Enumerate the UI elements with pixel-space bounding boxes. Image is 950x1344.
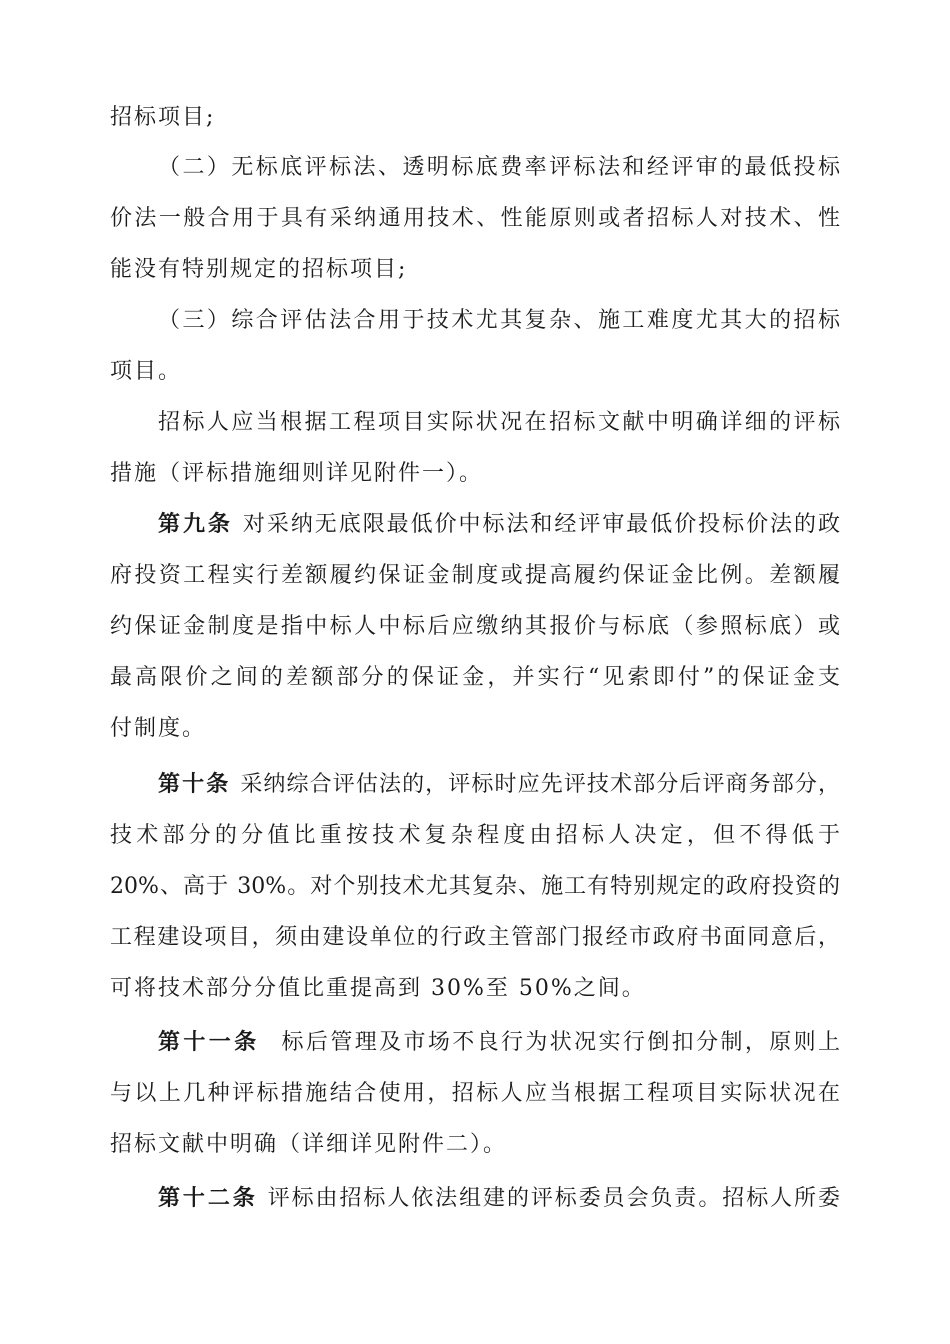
text-line: 技术部分的分值比重按技术复杂程度由招标人决定，但不得低于 bbox=[110, 823, 840, 848]
text-line: 工程建设项目，须由建设单位的行政主管部门报经市政府书面同意后， bbox=[110, 925, 840, 950]
article-10-first-line: 第十条 采纳综合评估法的，评标时应先评技术部分后评商务部分， bbox=[158, 772, 840, 797]
text-line: 最高限价之间的差额部分的保证金，并实行“见索即付”的保证金支 bbox=[110, 665, 840, 690]
article-9-title: 第九条 bbox=[158, 512, 233, 537]
text-line: 20%、高于 30%。对个别技术尤其复杂、施工有特别规定的政府投资的 bbox=[110, 874, 840, 899]
text-line: 措施（评标措施细则详见附件一）。 bbox=[110, 461, 484, 486]
article-12-first-line: 第十二条 评标由招标人依法组建的评标委员会负责。招标人所委 bbox=[158, 1186, 840, 1211]
article-12-title: 第十二条 bbox=[158, 1186, 258, 1211]
text-line: 可将技术部分分值比重提高到 30%至 50%之间。 bbox=[110, 976, 646, 1001]
article-9-first-line: 第九条 对采纳无底限最低价中标法和经评审最低价投标价法的政 bbox=[158, 512, 840, 537]
text-line: 招标文献中明确（详细详见附件二）。 bbox=[110, 1132, 508, 1157]
text-line: 与以上几种评标措施结合使用，招标人应当根据工程项目实际状况在 bbox=[110, 1081, 840, 1106]
article-11-title: 第十一条 bbox=[158, 1030, 260, 1055]
text-line: （二）无标底评标法、透明标底费率评标法和经评审的最低投标 bbox=[158, 155, 840, 180]
text-line: （三）综合评估法合用于技术尤其复杂、施工难度尤其大的招标 bbox=[158, 308, 840, 333]
article-10-title: 第十条 bbox=[158, 772, 231, 797]
text-line: 价法一般合用于具有采纳通用技术、性能原则或者招标人对技术、性 bbox=[110, 206, 840, 231]
text-line: 招标项目; bbox=[110, 105, 216, 130]
text-line: 能没有特别规定的招标项目; bbox=[110, 257, 408, 282]
text-line: 招标人应当根据工程项目实际状况在招标文献中明确详细的评标 bbox=[158, 410, 840, 435]
text-line: 项目。 bbox=[110, 359, 183, 384]
text-line: 约保证金制度是指中标人中标后应缴纳其报价与标底（参照标底）或 bbox=[110, 614, 840, 639]
article-11-first-line: 第十一条 标后管理及市场不良行为状况实行倒扣分制，原则上 bbox=[158, 1030, 840, 1055]
text-line: 府投资工程实行差额履约保证金制度或提高履约保证金比例。差额履 bbox=[110, 563, 840, 588]
text-line: 付制度。 bbox=[110, 716, 207, 741]
